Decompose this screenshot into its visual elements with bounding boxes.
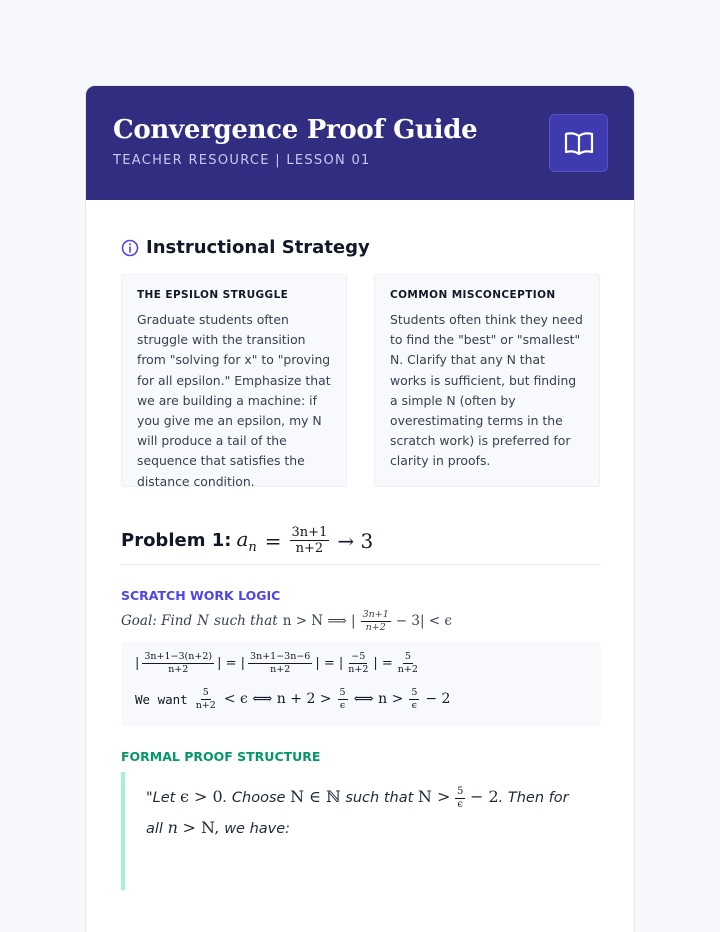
problem-fraction: $\frac{3n+1}{n+2}$ [291,525,328,556]
scratch-line-2: We want $\frac{5}{n+2}$ < ϵ ⟺ n + 2 > $\frac{5}{\epsilon}$ ⟺ n > $\frac{5}{\epsilon}$ − 2 [135,687,451,711]
tip-title: COMMON MISCONCEPTION [390,289,556,301]
formal-title: FORMAL PROOF STRUCTURE [121,749,321,764]
strategy-heading-label: Instructional Strategy [146,237,370,258]
problem-eq: = [264,528,282,553]
tip-card-misconception [374,274,600,487]
page-subtitle: TEACHER RESOURCE | LESSON 01 [113,153,371,168]
scratch-title: SCRATCH WORK LOGIC [121,588,281,603]
scratch-line-1: | $\frac{3n+1-3(n+2)}{n+2}$ | = | $\frac{3n+1-3n-6}{n+2}$ | = | $\frac{-5}{n+2}$ | = $\frac{5}{n+2}$ [135,651,418,675]
card-header [86,86,634,200]
proof-quote: "Let ϵ > 0. Choose N ∈ ℕ such that N > $\frac{5}{\epsilon}$ − 2. Then for all n > N, we have: [146,785,569,837]
problem-heading [121,526,373,555]
problem-limit: → 3 [337,528,374,553]
tip-body: Graduate students often struggle with the transition from "solving for x" to "proving for all epsilon." Emphasize that we are building a machine: if you give me an epsilon, my N will produce a tail of the sequence that satisfies the distance condition. [137,312,331,489]
scratch-work-box [121,642,601,726]
lesson-card [85,85,635,932]
book-open-icon [564,130,594,156]
quote-bar [121,772,125,890]
page-title: Convergence Proof Guide [113,115,478,145]
divider [121,564,601,565]
tip-title: THE EPSILON STRUGGLE [137,289,289,301]
tip-body: Students often think they need to find the "best" or "smallest" N. Clarify that any N that works is sufficient, but finding a simple N (often by overestimating terms in the scratch work) is preferred for clarity in proofs. [390,312,583,469]
strategy-heading [121,237,370,258]
goal-line: Goal: Find N such that n > N ⟹ | $\frac{3n+1}{n+2}$ − 3| < ϵ [121,609,452,633]
info-icon [121,239,139,257]
tip-card-epsilon [121,274,347,487]
problem-label: Problem 1: [121,530,232,551]
problem-lhs: $a_n$ [236,526,257,555]
book-button[interactable] [549,114,608,172]
